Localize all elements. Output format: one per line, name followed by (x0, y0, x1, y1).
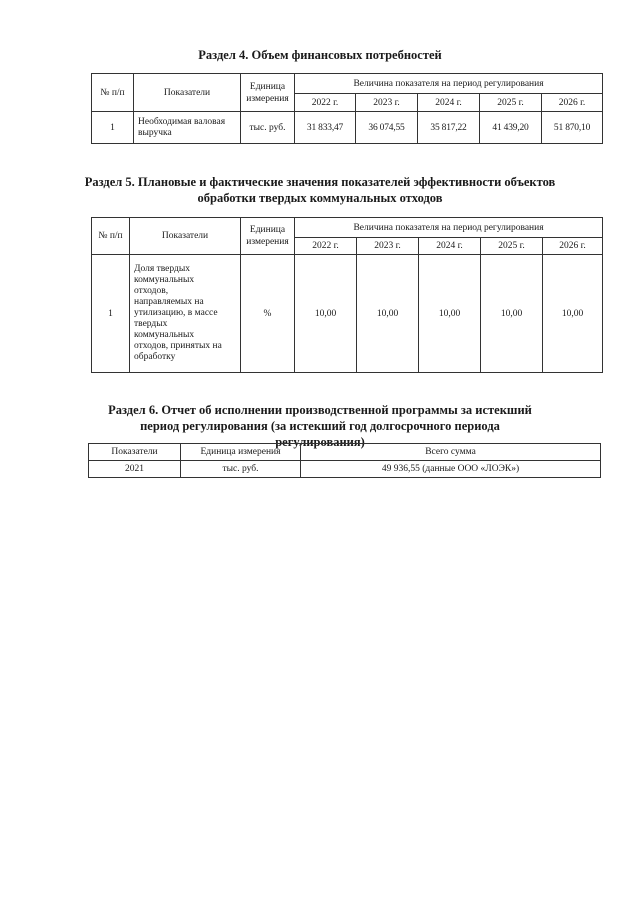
header-year: 2022 г. (295, 94, 356, 112)
table-row (92, 255, 603, 373)
row-unit: тыс. руб. (241, 112, 295, 144)
section4-title: Раздел 4. Объем финансовых потребностей (198, 48, 442, 62)
header-row (92, 74, 603, 94)
section5-title: Раздел 5. Плановые и фактические значения показателей эффективности объектов обработки твердых коммунальных отходов (84, 175, 556, 205)
header-row (89, 444, 601, 461)
header-year: 2026 г. (543, 238, 603, 255)
header-year: 2024 г. (418, 94, 480, 112)
header-indicator: Показатели (130, 218, 241, 255)
header-year: 2023 г. (356, 94, 418, 112)
header-year: 2024 г. (419, 238, 481, 255)
section6-table (88, 443, 601, 478)
header-value-group: Величина показателя на период регулирования (295, 218, 603, 238)
header-year: 2026 г. (542, 94, 603, 112)
row-num: 1 (92, 255, 130, 373)
row-indicator: Необходимая валовая выручка (134, 112, 241, 144)
row-value: 41 439,20 (480, 112, 542, 144)
row-value: 10,00 (357, 255, 419, 373)
row-unit: % (241, 255, 295, 373)
header-year: 2022 г. (295, 238, 357, 255)
header-year: 2023 г. (357, 238, 419, 255)
table-row (89, 461, 601, 478)
header-indicator: Показатели (134, 74, 241, 112)
header-unit: Единица измерения (241, 218, 295, 255)
table-row (92, 112, 603, 144)
row-indicator: 2021 (89, 461, 181, 478)
header-unit: Единица измерения (181, 444, 301, 461)
section4-table (91, 73, 603, 144)
row-total: 49 936,55 (данные ООО «ЛОЭК») (301, 461, 601, 478)
row-value: 36 074,55 (356, 112, 418, 144)
row-value: 31 833,47 (295, 112, 356, 144)
header-num: № п/п (92, 74, 134, 112)
row-unit: тыс. руб. (181, 461, 301, 478)
section5-table (91, 217, 603, 373)
row-value: 10,00 (543, 255, 603, 373)
row-value: 10,00 (295, 255, 357, 373)
row-num: 1 (92, 112, 134, 144)
header-num: № п/п (92, 218, 130, 255)
header-value-group: Величина показателя на период регулирования (295, 74, 603, 94)
header-indicator: Показатели (89, 444, 181, 461)
section6-title: Раздел 6. Отчет об исполнении производственной программы за истекший период регулирования (за истекший год долгосрочного периода регулирования) (108, 403, 532, 449)
row-indicator: Доля твердых коммунальных отходов, направляемых на утилизацию, в массе твердых коммунальных отходов, принятых на обработку (130, 255, 241, 373)
header-total: Всего сумма (301, 444, 601, 461)
row-value: 35 817,22 (418, 112, 480, 144)
header-unit: Единица измерения (241, 74, 295, 112)
header-year: 2025 г. (480, 94, 542, 112)
row-value: 51 870,10 (542, 112, 603, 144)
header-year: 2025 г. (481, 238, 543, 255)
row-value: 10,00 (419, 255, 481, 373)
header-row (92, 218, 603, 238)
row-value: 10,00 (481, 255, 543, 373)
